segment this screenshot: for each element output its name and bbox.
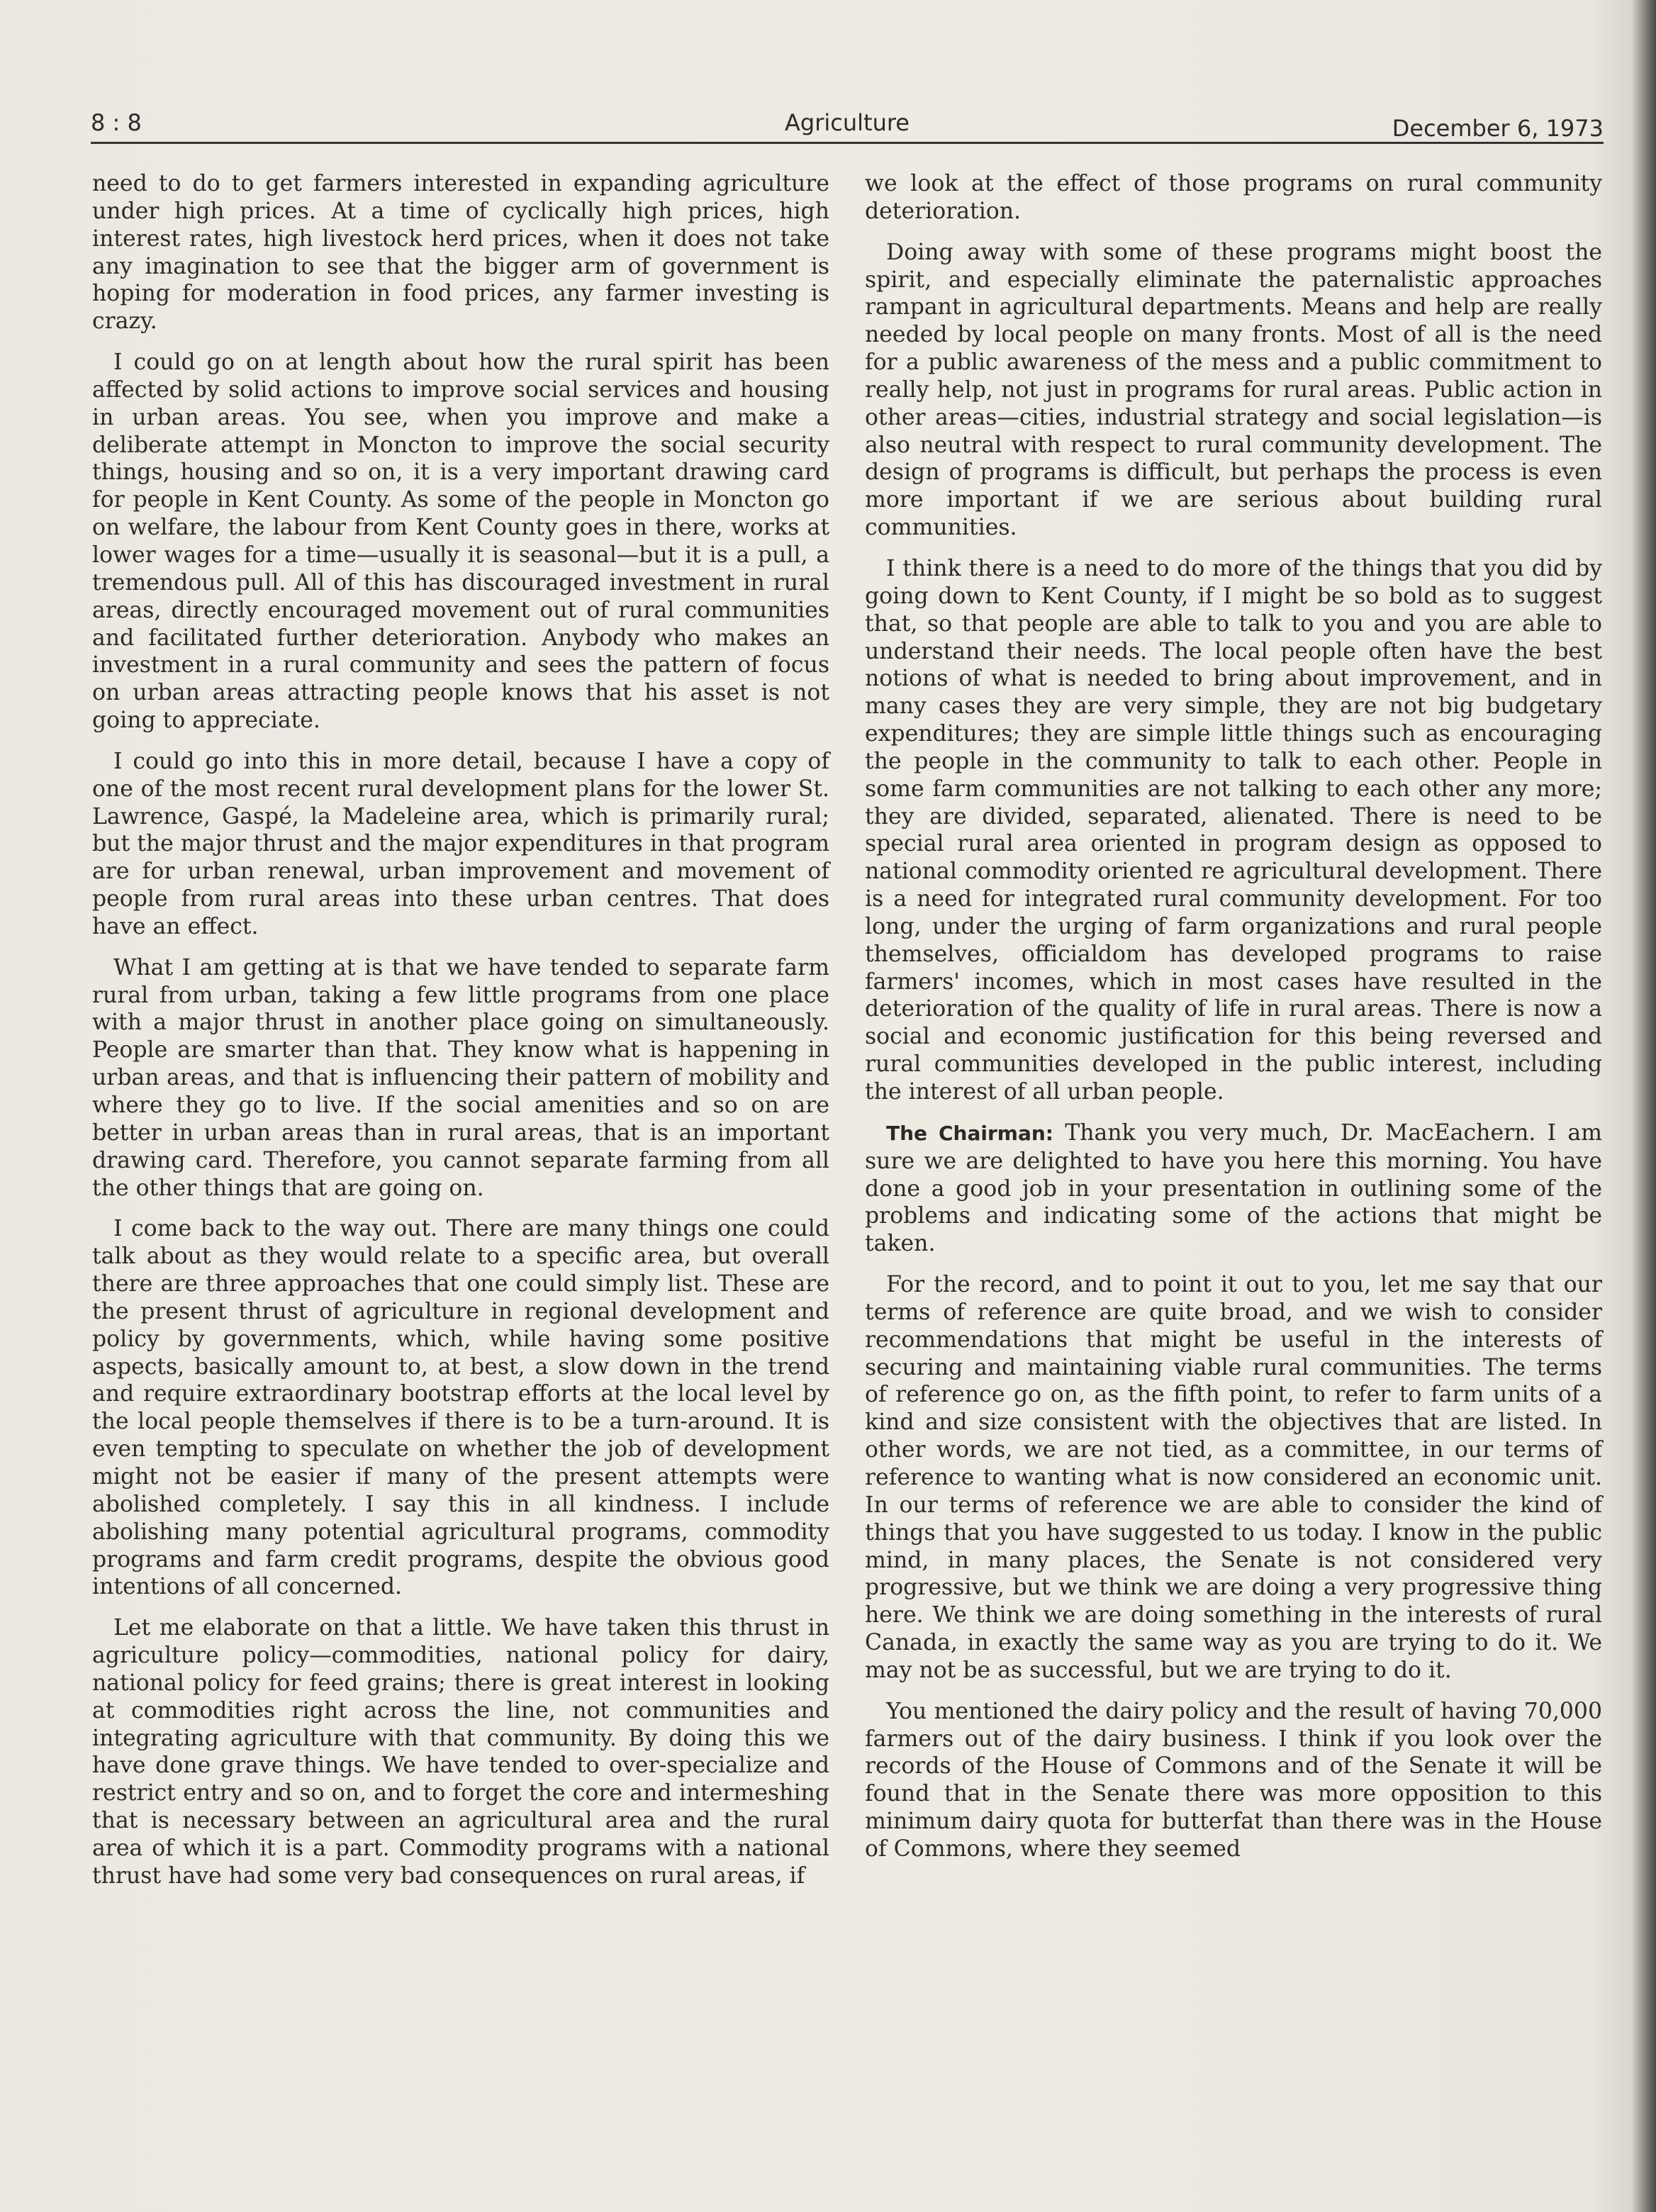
paragraph: For the record, and to point it out to you, let me say that our terms of reference are quite broad, and we wish to consider recommendations that might be useful in the interests of securing and maintaining viable rural communities. The terms of reference go on, as the fifth point, to refer to farm units of a kind and size consistent with the objectives that are listed. In other words, we are not tied, as a committee, in our terms of reference to wanting what is now considered an economic unit. In our terms of reference we are able to consider the kind of things that you have suggested to us today. I know in the public mind, in many places, the Senate is not considered very progressive, but we think we are doing a very progressive thing here. We think we are doing something in the interests of rural Canada, in exactly the same way as you are trying to do it. We may not be as successful, but we are trying to do it. — [865, 1272, 1602, 1683]
paragraph: Let me elaborate on that a little. We have taken this thrust in agriculture policy—commodities, national policy for dairy, national policy for feed grains; there is great interest in looking at commodities right across the line, not communities and integrating agriculture with that community. By doing this we have done grave things. We have tended to over-specialize and restrict entry and so on, and to forget the core and intermeshing that is necessary between an agricultural area and the rural area of which it is a part. Commodity programs with a national thrust have had some very bad consequences on rural areas, if — [92, 1615, 829, 1889]
speaker-paragraph — [865, 1119, 1602, 1258]
speaker-text: Thank you very much, Dr. MacEachern. I am sure we are delighted to have you here this morning. You have done a good job in your presentation in outlining some of the problems and indicating some of the actions that might be taken. — [865, 1119, 1602, 1257]
page-number: 8 : 8 — [91, 109, 142, 136]
paragraph: I think there is a need to do more of the things that you did by going down to Kent County, if I might be so bold as to suggest that, so that people are able to talk to you and you are able to understand their needs. The local people often have the best notions of what is needed to bring about improvement, and in many cases they are very simple, they are not big budgetary expenditures; they are simple little things such as encouraging the people in the community to talk to each other. People in some farm communities are not talking to each other any more; they are divided, separated, alienated. There is need to be special rural area oriented in program design as opposed to national commodity oriented re agricultural development. There is a need for integrated rural community development. For too long, under the urging of farm organizations and rural people themselves, officialdom has developed programs to raise farmers' incomes, which in most cases have resulted in the deterioration of the quality of life in rural areas. There is now a social and economic justification for this being reversed and rural communities developed in the public interest, including the interest of all urban people. — [865, 555, 1602, 1105]
right-column — [865, 170, 1602, 1877]
page-header — [91, 106, 1604, 144]
paragraph: we look at the effect of those programs on rural community deterioration. — [865, 171, 1602, 224]
paragraph: I could go into this in more detail, because I have a copy of one of the most recent rural development plans for the lower St. Lawrence, Gaspé, la Madeleine area, which is primarily rural; but the major thrust and the major expenditures in that program are for urban renewal, urban improvement and movement of people from rural areas into these urban centres. That does have an effect. — [92, 748, 829, 939]
running-title: Agriculture — [785, 109, 910, 136]
paragraph: What I am getting at is that we have tended to separate farm rural from urban, taking a few little programs from one place with a major thrust in another place going on simultaneously. People are smarter than that. They know what is happening in urban areas, and that is influencing their pattern of mobility and where they go to live. If the social amenities and so on are better in urban areas than in rural areas, that is an important drawing card. Therefore, you cannot separate farming from all the other things that are going on. — [92, 954, 829, 1201]
paragraph: I come back to the way out. There are many things one could talk about as they would relate to a specific area, but overall there are three approaches that one could simply list. These are the present thrust of agriculture in regional development and policy by governments, which, while having some positive aspects, basically amount to, at best, a slow down in the trend and require extraordinary bootstrap efforts at the local level by the local people themselves if there is to be a turn-around. It is even tempting to speculate on whether the job of development might not be easier if many of the present attempts were abolished completely. I say this in all kindness. I include abolishing many potential agricultural programs, commodity programs and farm credit programs, despite the obvious good intentions of all concerned. — [92, 1216, 829, 1600]
paragraph: I could go on at length about how the rural spirit has been affected by solid actions to improve social services and housing in urban areas. You see, when you improve and make a deliberate attempt in Moncton to improve the social security things, housing and so on, it is a very important drawing card for people in Kent County. As some of the people in Moncton go on welfare, the labour from Kent County goes in there, works at lower wages for a time—usually it is seasonal—but it is a pull, a tremendous pull. All of this has discouraged investment in rural areas, directly encouraged movement out of rural communities and facilitated further deterioration. Anybody who makes an investment in a rural community and sees the pattern of focus on urban areas attracting people knows that his asset is not going to appreciate. — [92, 350, 829, 734]
left-column — [92, 170, 829, 1904]
speaker-name: The Chairman: — [886, 1121, 1053, 1145]
paragraph: need to do to get farmers interested in expanding agriculture under high prices. At a time of cyclically high prices, high interest rates, high livestock herd prices, when it does not take any imagination to see that the bigger arm of government is hoping for moderation in food prices, any farmer investing is crazy. — [92, 171, 829, 335]
paragraph: You mentioned the dairy policy and the result of having 70,000 farmers out of the dairy business. I think if you look over the records of the House of Commons and of the Senate it will be found that in the Senate there was more opposition to this minimum dairy quota for butterfat than there was in the House of Commons, where they seemed — [865, 1698, 1602, 1862]
header-date: December 6, 1973 — [1392, 115, 1604, 142]
paragraph: Doing away with some of these programs might boost the spirit, and especially eliminate the paternalistic approaches rampant in agricultural departments. Means and help are really needed by local people on many fronts. Most of all is the need for a public awareness of the mess and a public commitment to really help, not just in programs for rural areas. Public action in other areas—cities, industrial strategy and social legislation—is also neutral with respect to rural community development. The design of programs is difficult, but perhaps the process is even more important if we are serious about building rural communities. — [865, 239, 1602, 541]
